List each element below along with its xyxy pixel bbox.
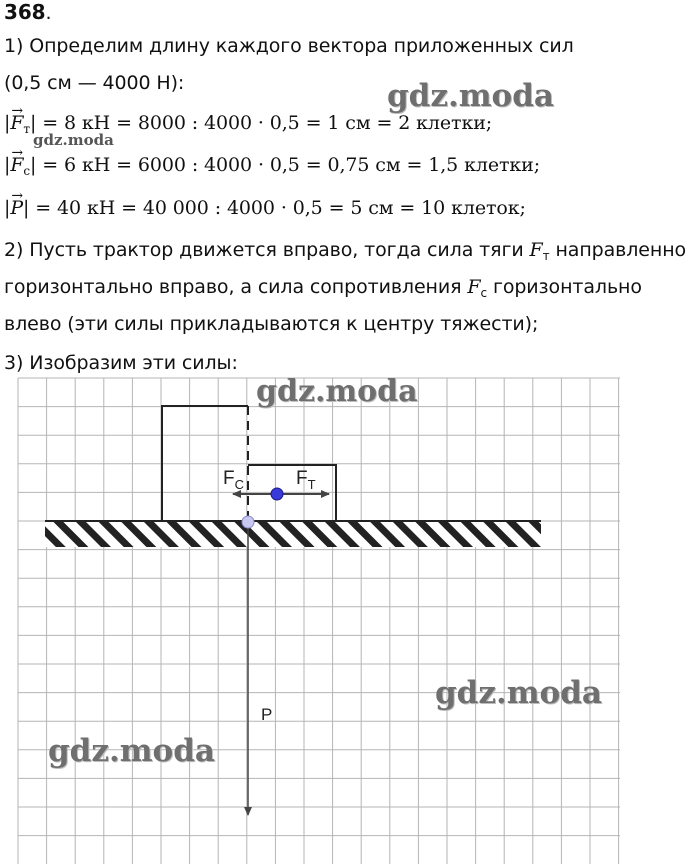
step2-line2-a: горизонтально вправо, а сила сопротивления xyxy=(4,276,468,298)
watermark-small: gdz.moda xyxy=(33,131,114,149)
step3-line: 3) Изобразим эти силы: xyxy=(4,352,238,374)
watermark: gdz.moda xyxy=(435,675,602,711)
step2-line3: влево (эти силы прикладываются к центру тяжести); xyxy=(4,313,539,335)
step2-line1-b: направленно xyxy=(549,239,686,261)
step2-line2-symbol: F xyxy=(467,276,481,298)
ft-symbol: F xyxy=(10,112,24,134)
step2-line1-a: 2) Пусть трактор движется вправо, тогда сила тяги xyxy=(4,239,530,261)
p-length-line: |→ P| = 40 кН = 40 000 : 4000 · 0,5 = 5 см = 10 клеток; xyxy=(4,196,526,220)
step2-line2-sub: с xyxy=(480,286,487,300)
p-calc: = 40 кН = 40 000 : 4000 · 0,5 = 5 см = 10 клеток; xyxy=(35,197,526,219)
watermark: gdz.moda xyxy=(48,733,215,769)
fc-length-line: |→ $F_с| = 6$ кН = 6000 : 4000 · 0,5 = 0,75 см = 1,5 клетки; xyxy=(4,153,540,183)
ft-length-line: |→ $F_т| = 8$ кН = 8000 : 4000 · 0,5 = 1 см = 2 клетки; xyxy=(4,111,492,141)
fc-sub: с xyxy=(23,164,31,178)
fc-vector-symbol xyxy=(10,153,30,183)
watermark: gdz.moda xyxy=(387,78,554,114)
fc-calc: = 6 кН = 6000 : 4000 · 0,5 = 0,75 см = 1,5 клетки; xyxy=(42,154,541,176)
problem-dot: . xyxy=(45,2,52,24)
step1-scale: (0,5 см — 4000 Н): xyxy=(4,72,185,94)
step2-line1-sub: т xyxy=(542,249,550,263)
watermark: gdz.moda xyxy=(256,374,418,409)
p-label: P xyxy=(261,705,273,724)
fc-label: $F_C$ xyxy=(223,468,244,492)
step2-line1-symbol: F xyxy=(529,239,543,261)
p-symbol: P xyxy=(10,197,23,219)
step2-line2 xyxy=(4,275,642,305)
problem-number: 368 xyxy=(4,0,46,24)
fc-symbol: F xyxy=(10,154,24,176)
p-vector-symbol xyxy=(10,196,23,220)
ft-label: $F_T$ xyxy=(296,468,316,492)
ft-sub: т xyxy=(23,122,30,136)
step2-line2-b: горизонтально xyxy=(487,276,642,298)
contact-point xyxy=(242,516,254,528)
ft-vector-symbol xyxy=(10,111,30,141)
grid xyxy=(18,378,620,864)
ground-hatching xyxy=(45,521,541,547)
step1-intro: 1) Определим длину каждого вектора приложенных сил xyxy=(4,35,574,57)
step2-line1 xyxy=(4,238,686,268)
force-diagram xyxy=(0,378,644,864)
problem-header xyxy=(4,0,51,25)
center-of-gravity-point xyxy=(271,488,283,500)
ft-calc: = 8 кН = 8000 : 4000 · 0,5 = 1 см = 2 клетки; xyxy=(42,112,493,134)
